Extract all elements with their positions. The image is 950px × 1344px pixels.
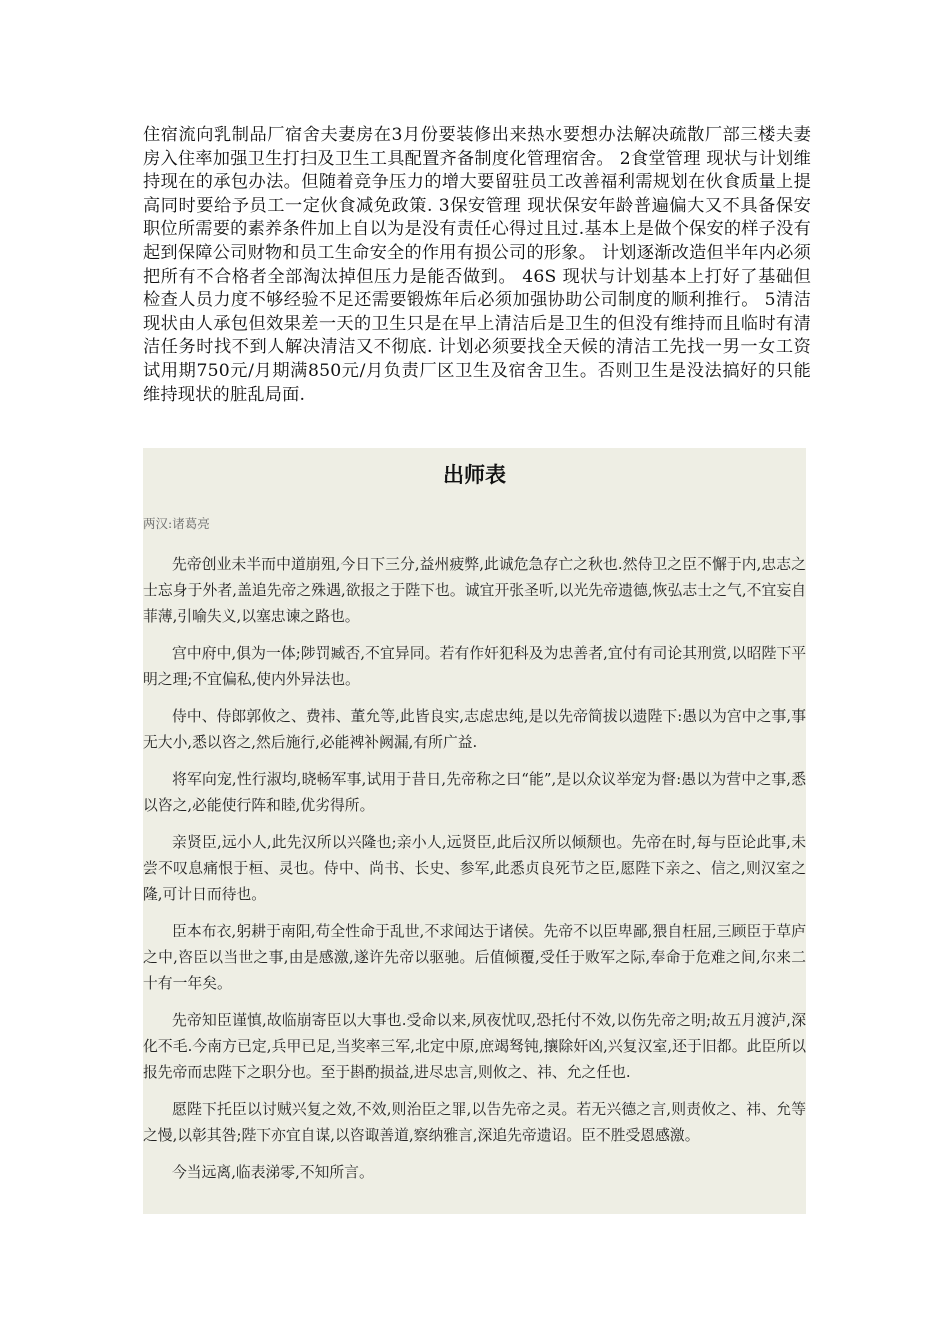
- poem-paragraph-8: 愿陛下托臣以讨贼兴复之效,不效,则治臣之罪,以告先帝之灵。若无兴德之言,则责攸之、祎、允等之慢,以彰其咎;陛下亦宜自谋,以咨诹善道,察纳雅言,深追先帝遗诏。臣不胜受恩感激。: [143, 1101, 806, 1144]
- poem-paragraph-6: 臣本布衣,躬耕于南阳,苟全性命于乱世,不求闻达于诸侯。先帝不以臣卑鄙,猥自枉屈,三顾臣于草庐之中,咨臣以当世之事,由是感激,遂许先帝以驱驰。后值倾覆,受任于败军之际,奉命于危难之间,尔来二十有一年矣。: [143, 923, 806, 992]
- poem-paragraph-3: 侍中、侍郎郭攸之、费祎、董允等,此皆良实,志虑忠纯,是以先帝简拔以遗陛下:愚以为宫中之事,事无大小,悉以咨之,然后施行,必能裨补阙漏,有所广益.: [143, 708, 806, 751]
- poem-paragraph-5: 亲贤臣,远小人,此先汉所以兴隆也;亲小人,远贤臣,此后汉所以倾颓也。先帝在时,每与臣论此事,未尝不叹息痛恨于桓、灵也。侍中、尚书、长史、参军,此悉贞良死节之臣,愿陛下亲之、信之,则汉室之隆,可计日而待也。: [143, 834, 806, 903]
- poem-paragraph-9: 今当远离,临表涕零,不知所言。: [172, 1164, 374, 1181]
- poem-title: 出师表: [443, 463, 506, 487]
- poem-author: 两汉:诸葛亮: [143, 516, 210, 531]
- poem-paragraph-1: 先帝创业未半而中道崩殂,今日下三分,益州疲弊,此诚危急存亡之秋也.然侍卫之臣不懈于内,忠志之士忘身于外者,盖追先帝之殊遇,欲报之于陛下也。诚宜开张圣听,以光先帝遗德,恢弘志士之气,不宜妄自菲薄,引喻失义,以塞忠谏之路也。: [143, 556, 806, 625]
- poem-panel: [143, 448, 806, 1214]
- poem-paragraph-2: 宫中府中,俱为一体;陟罚臧否,不宜异同。若有作奸犯科及为忠善者,宜付有司论其刑赏,以昭陛下平明之理;不宜偏私,使内外异法也。: [143, 645, 806, 688]
- intro-paragraph: 住宿流向乳制品厂宿舍夫妻房在3月份要装修出来热水要想办法解决疏散厂部三楼夫妻房入住率加强卫生打扫及卫生工具配置齐备制度化管理宿舍。 2食堂管理 现状与计划维持现在的承包办法。但随着竞争压力的增大要留驻员工改善福利需规划在伙食质量上提高同时要给予员工一定伙食减免政策. 3保安管理 现状保安年龄普遍偏大又不具备保安职位所需要的素养条件加上自以为是没有责任心得过且过.基本上是做个保安的样子没有起到保障公司财物和员工生命安全的作用有损公司的形象。 计划逐渐改造但半年内必须把所有不合格者全部淘汰掉但压力是能否做到。 46S 现状与计划基本上打好了基础但检查人员力度不够经验不足还需要锻炼年后必须加强协助公司制度的顺利推行。 5清洁 现状由人承包但效果差一天的卫生只是在早上清洁后是卫生的但没有维持而且临时有清洁任务时找不到人解决清洁又不彻底. 计划必须要找全天候的清洁工先找一男一女工资试用期750元/月期满850元/月负责厂区卫生及宿舍卫生。否则卫生是没法搞好的只能维持现状的脏乱局面.: [143, 125, 811, 405]
- poem-paragraph-4: 将军向宠,性行淑均,晓畅军事,试用于昔日,先帝称之曰“能”,是以众议举宠为督:愚以为营中之事,悉以咨之,必能使行阵和睦,优劣得所。: [143, 771, 806, 814]
- poem-paragraph-7: 先帝知臣谨慎,故临崩寄臣以大事也.受命以来,夙夜忧叹,恐托付不效,以伤先帝之明;故五月渡泸,深化不毛.今南方已定,兵甲已足,当奖率三军,北定中原,庶竭驽钝,攘除奸凶,兴复汉室,还于旧都。此臣所以报先帝而忠陛下之职分也。至于斟酌损益,进尽忠言,则攸之、祎、允之任也.: [143, 1012, 806, 1081]
